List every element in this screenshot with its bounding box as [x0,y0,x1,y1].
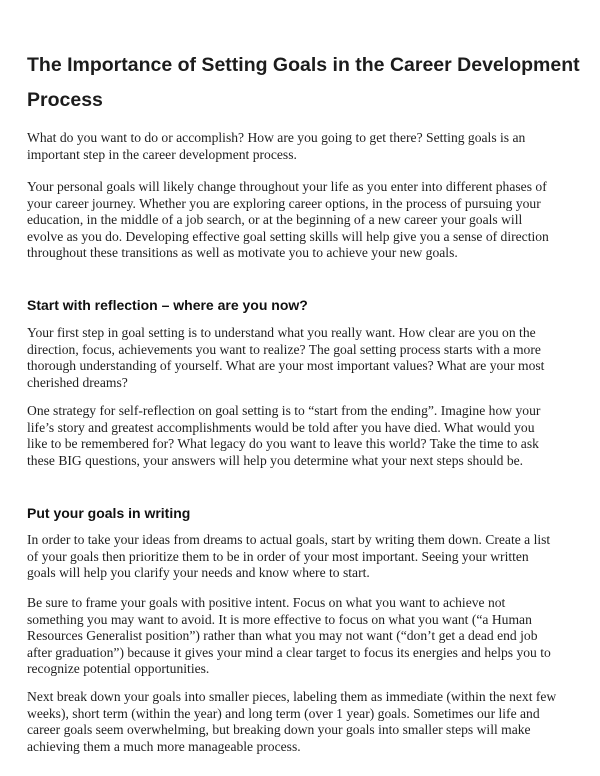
text-line: like to be remembered for? What legacy do you want to leave this world? Take the time to ask [27,436,539,452]
text-line: something you may want to avoid. It is more effective to focus on what you want (“a Human [27,611,532,627]
text-line: Next break down your goals into smaller pieces, labeling them as immediate (within the next few [27,689,557,704]
text-line: education, in the middle of a job search, or at the beginning of a new career your goals will [27,212,523,228]
text-line: recognize potential opportunities. [27,661,210,677]
text-line: What do you want to do or accomplish? How are you going to get there? Setting goals is an [27,130,526,145]
writing-paragraph-3 [27,689,556,755]
writing-paragraph-2 [27,595,551,678]
text-line: goals will help you clarify your needs and know where to start. [27,565,370,581]
text-line: thorough understanding of yourself. What are your most important values? What are your most [27,358,545,374]
text-line: career goals seem overwhelming, but breaking down your goals into smaller steps will make [27,722,531,738]
text-line: these BIG questions, your answers will help you determine what your next steps should be. [27,452,524,468]
text-line: achieving them a much more manageable process. [27,738,301,754]
text-line: cherished dreams? [27,374,128,390]
text-line: Be sure to frame your goals with positive intent. Focus on what you want to achieve not [27,595,506,610]
page-title-line-1: The Importance of Setting Goals in the Career Development [27,54,580,76]
writing-paragraph-1 [27,532,550,582]
text-line: Your personal goals will likely change throughout your life as you enter into different phases of [27,179,547,194]
text-line: evolve as you do. Developing effective goal setting skills will help give you a sense of direction [27,228,549,244]
text-line: important step in the career development process. [27,146,297,162]
text-line: throughout these transitions as well as motivate you to achieve your new goals. [27,245,458,261]
text-line: One strategy for self-reflection on goal setting is to “start from the ending”. Imagine how your [27,403,541,418]
section-heading-reflection: Start with reflection – where are you now? [27,297,308,313]
text-line: direction, focus, achievements you want to realize? The goal setting process starts with a more [27,341,541,357]
text-line: Your first step in goal setting is to understand what you really want. How clear are you on the [27,325,536,340]
reflection-paragraph-2 [27,403,540,469]
text-line: after graduation”) because it gives your mind a clear target to focus its energies and helps you to [27,644,551,660]
text-line: Resources Generalist position”) rather than what you may not want (“don’t get a dead end job [27,628,538,644]
text-line: life’s story and greatest accomplishments would be told after you have died. What would you [27,419,535,435]
intro-paragraph-2 [27,179,549,262]
reflection-paragraph-1 [27,325,544,391]
text-line: weeks), short term (within the year) and long term (over 1 year) goals. Sometimes our life and [27,705,540,721]
page-title-line-2: Process [27,89,103,111]
intro-paragraph-1 [27,130,525,163]
section-heading-writing: Put your goals in writing [27,505,191,521]
text-line: of your goals then prioritize them to be in order of your most important. Seeing your written [27,548,529,564]
text-line: In order to take your ideas from dreams to actual goals, start by writing them down. Create a list [27,532,551,547]
text-line: your career journey. Whether you are exploring career options, in the process of pursuing your [27,195,541,211]
